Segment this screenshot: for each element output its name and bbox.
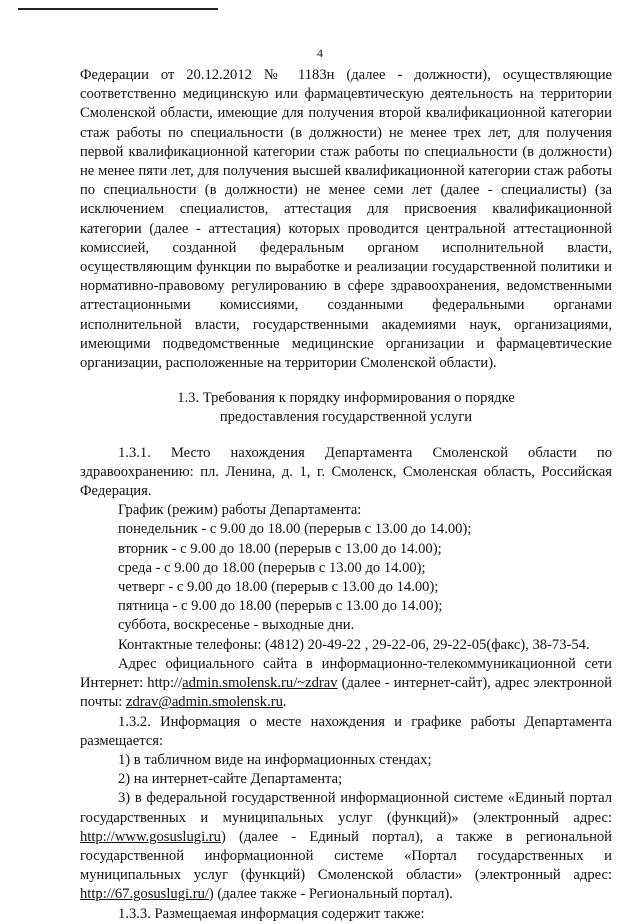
scan-edge-mark [18, 8, 218, 10]
regional-portal-link[interactable]: http://67.gosuslugi.ru/ [80, 886, 209, 903]
section-heading [80, 389, 612, 427]
schedule-tuesday: вторник - с 9.00 до 18.00 (перерыв с 13.00 до 14.00); [118, 540, 442, 557]
list-item-3-text-c: ) (далее также - Региональный портал). [208, 886, 453, 903]
page-number: 4 [317, 46, 323, 60]
schedule-title: График (режим) работы Департамента: [118, 502, 362, 519]
website-link[interactable]: admin.smolensk.ru/~zdrav [182, 675, 338, 692]
gosuslugi-link[interactable]: http://www.gosuslugi.ru [80, 828, 221, 845]
website-prefix: Адрес официального сайта в информационно-телекоммуникационной сети Интернет: http:// [80, 655, 612, 692]
schedule-thursday: четверг - с 9.00 до 18.00 (перерыв с 13.00 до 14.00); [118, 579, 439, 596]
list-item-1: 1) в табличном виде на информационных стендах; [118, 751, 432, 768]
schedule-wednesday: среда - с 9.00 до 18.00 (перерыв с 13.00 до 14.00); [118, 559, 426, 576]
document-body [80, 66, 612, 924]
list-item-3-text-b: ) (далее - Единый портал), а также в региональной государственной информационной системе «Портал государственных и муниципальных услуг (функций) Смоленской области» (электронный адрес: [80, 828, 612, 884]
website-paragraph [80, 655, 612, 713]
paragraph-1-3-2: 1.3.2. Информация о месте нахождения и графике работы Департамента размещается: [80, 713, 612, 749]
website-middle: (далее - интернет-сайт), адрес электронной почты: [80, 675, 612, 711]
list-item-2: 2) на интернет-сайте Департамента; [118, 771, 343, 788]
list-item-3 [80, 789, 612, 904]
section-heading-line-2: предоставления государственной услуги [219, 409, 473, 426]
list-item-3-text-a: 3) в федеральной государственной информационной системе «Единый портал государственных и муниципальных услуг (функций)» (электронный адрес: [80, 790, 612, 826]
schedule-monday: понедельник - с 9.00 до 18.00 (перерыв с 13.00 до 14.00); [118, 521, 472, 538]
intro-paragraph: Федерации от 20.12.2012 № 1183н (далее - должности), осуществляющие соответственно медицинскую или фармацевтическую деятельность на территории Смоленской области, имеющие для получения второй квалификационной категории стаж работы по специальности (в должности) не менее трех лет, для получения первой квалификационной категории стаж работы по специальности (в должности) не менее пяти лет, для получения высшей квалификационной категории стаж работы по специальности (в должности) не менее семи лет (далее - специалисты) (за исключением специалистов, аттестация для присвоения квалификационной категории (далее - аттестация) которых проводится центральной аттестационной комиссией, созданной федеральным органом исполнительной власти, осуществляющим функции по выработке и реализации государственной политики и нормативно-правовому регулированию в сфере здравоохранения, ведомственными аттестационными комиссиями, созданными федеральными органами исполнительной власти, государственными академиями наук, организациями, имеющими подведомственные медицинские организации и фармацевтические организации, расположенные на территории Смоленской области). [80, 67, 612, 372]
paragraph-1-3-1: 1.3.1. Место нахождения Департамента Смоленской области по здравоохранению: пл. Ленина, д. 1, г. Смоленск, Смоленская область, Российская Федерация. [80, 444, 612, 500]
website-suffix: . [282, 694, 287, 711]
paragraph-1-3-3: 1.3.3. Размещаемая информация содержит также: [118, 905, 425, 922]
section-heading-line-1: 1.3. Требования к порядку информирования о порядке [177, 390, 515, 407]
email-link[interactable]: zdrav@admin.smolensk.ru [125, 694, 283, 711]
schedule-weekend: суббота, воскресенье - выходные дни. [118, 617, 355, 634]
schedule-friday: пятница - с 9.00 до 18.00 (перерыв с 13.00 до 14.00); [118, 598, 443, 615]
contact-phones: Контактные телефоны: (4812) 20-49-22 , 29-22-06, 29-22-05(факс), 38-73-54. [118, 636, 590, 653]
